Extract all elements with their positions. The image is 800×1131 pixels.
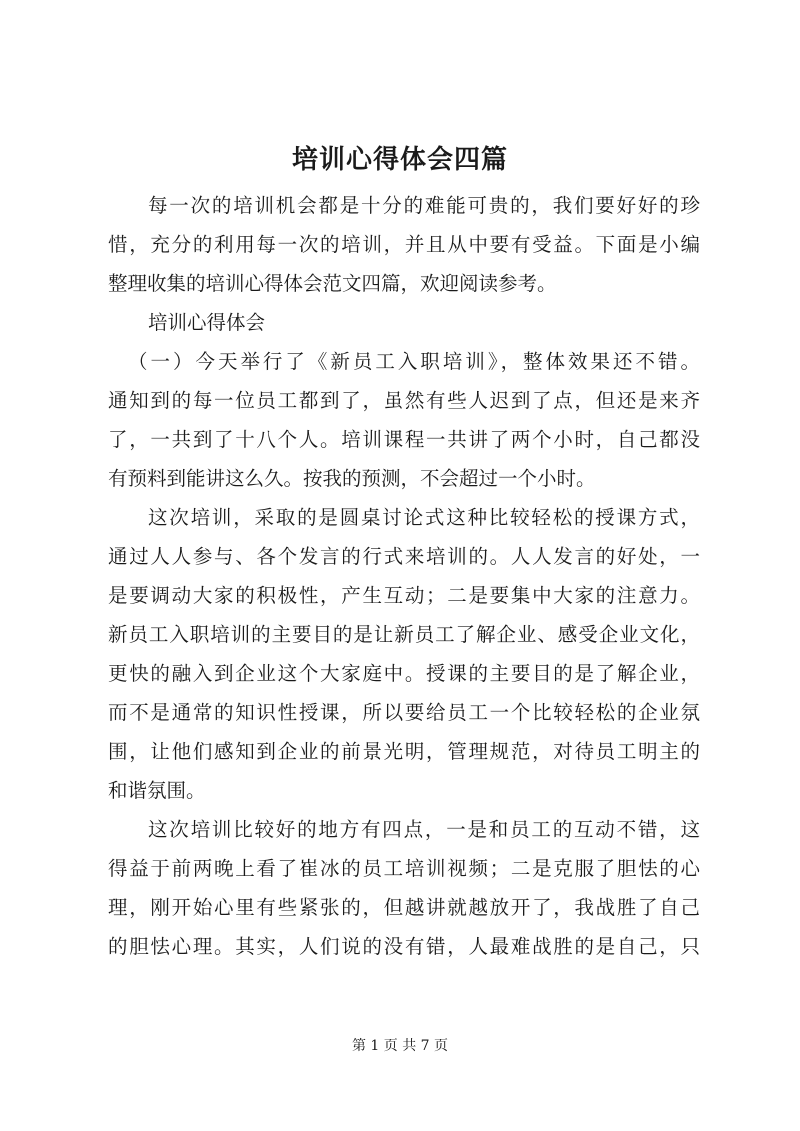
body-line: 有预料到能讲这么久。按我的预测，不会超过一个小时。 xyxy=(108,467,596,490)
body-line: 而不是通常的知识性授课，所以要给员工一个比较轻松的企业氛 xyxy=(108,701,700,724)
body-line: 是要调动大家的积极性，产生互动；二是要集中大家的注意力。 xyxy=(108,584,700,607)
document-body xyxy=(108,186,700,966)
body-line: 新员工入职培训的主要目的是让新员工了解企业、感受企业文化， xyxy=(108,623,700,646)
document-title: 培训心得体会四篇 xyxy=(291,145,508,175)
body-line: 更快的融入到企业这个大家庭中。授课的主要目的是了解企业， xyxy=(108,662,700,685)
body-line: 整理收集的培训心得体会范文四篇，欢迎阅读参考。 xyxy=(108,272,557,295)
body-line: 的胆怯心理。其实，人们说的没有错，人最难战胜的是自己，只 xyxy=(108,935,700,958)
page-number: 第 1 页 共 7 页 xyxy=(351,1038,449,1054)
body-line: （一）今天举行了《新员工入职培训》，整体效果还不错。 xyxy=(128,350,700,373)
body-line: 惜，充分的利用每一次的培训，并且从中要有受益。下面是小编 xyxy=(108,233,700,256)
body-line: 这次培训，采取的是圆桌讨论式这种比较轻松的授课方式， xyxy=(148,506,700,529)
body-line: 得益于前两晚上看了崔冰的员工培训视频；二是克服了胆怯的心 xyxy=(108,857,700,880)
body-line: 通知到的每一位员工都到了，虽然有些人迟到了点，但还是来齐 xyxy=(108,389,700,412)
body-line: 和谐氛围。 xyxy=(108,779,206,802)
body-line: 通过人人参与、各个发言的行式来培训的。人人发言的好处，一 xyxy=(108,545,700,568)
body-line: 这次培训比较好的地方有四点，一是和员工的互动不错，这 xyxy=(148,818,700,841)
body-line: 每一次的培训机会都是十分的难能可贵的，我们要好好的珍 xyxy=(148,194,700,217)
body-line: 理，刚开始心里有些紧张的，但越讲就越放开了，我战胜了自己 xyxy=(108,896,700,919)
section-heading: 培训心得体会 xyxy=(148,311,266,334)
body-line: 了，一共到了十八个人。培训课程一共讲了两个小时，自己都没 xyxy=(108,428,700,451)
body-line: 围，让他们感知到企业的前景光明，管理规范，对待员工明主的 xyxy=(108,740,700,763)
